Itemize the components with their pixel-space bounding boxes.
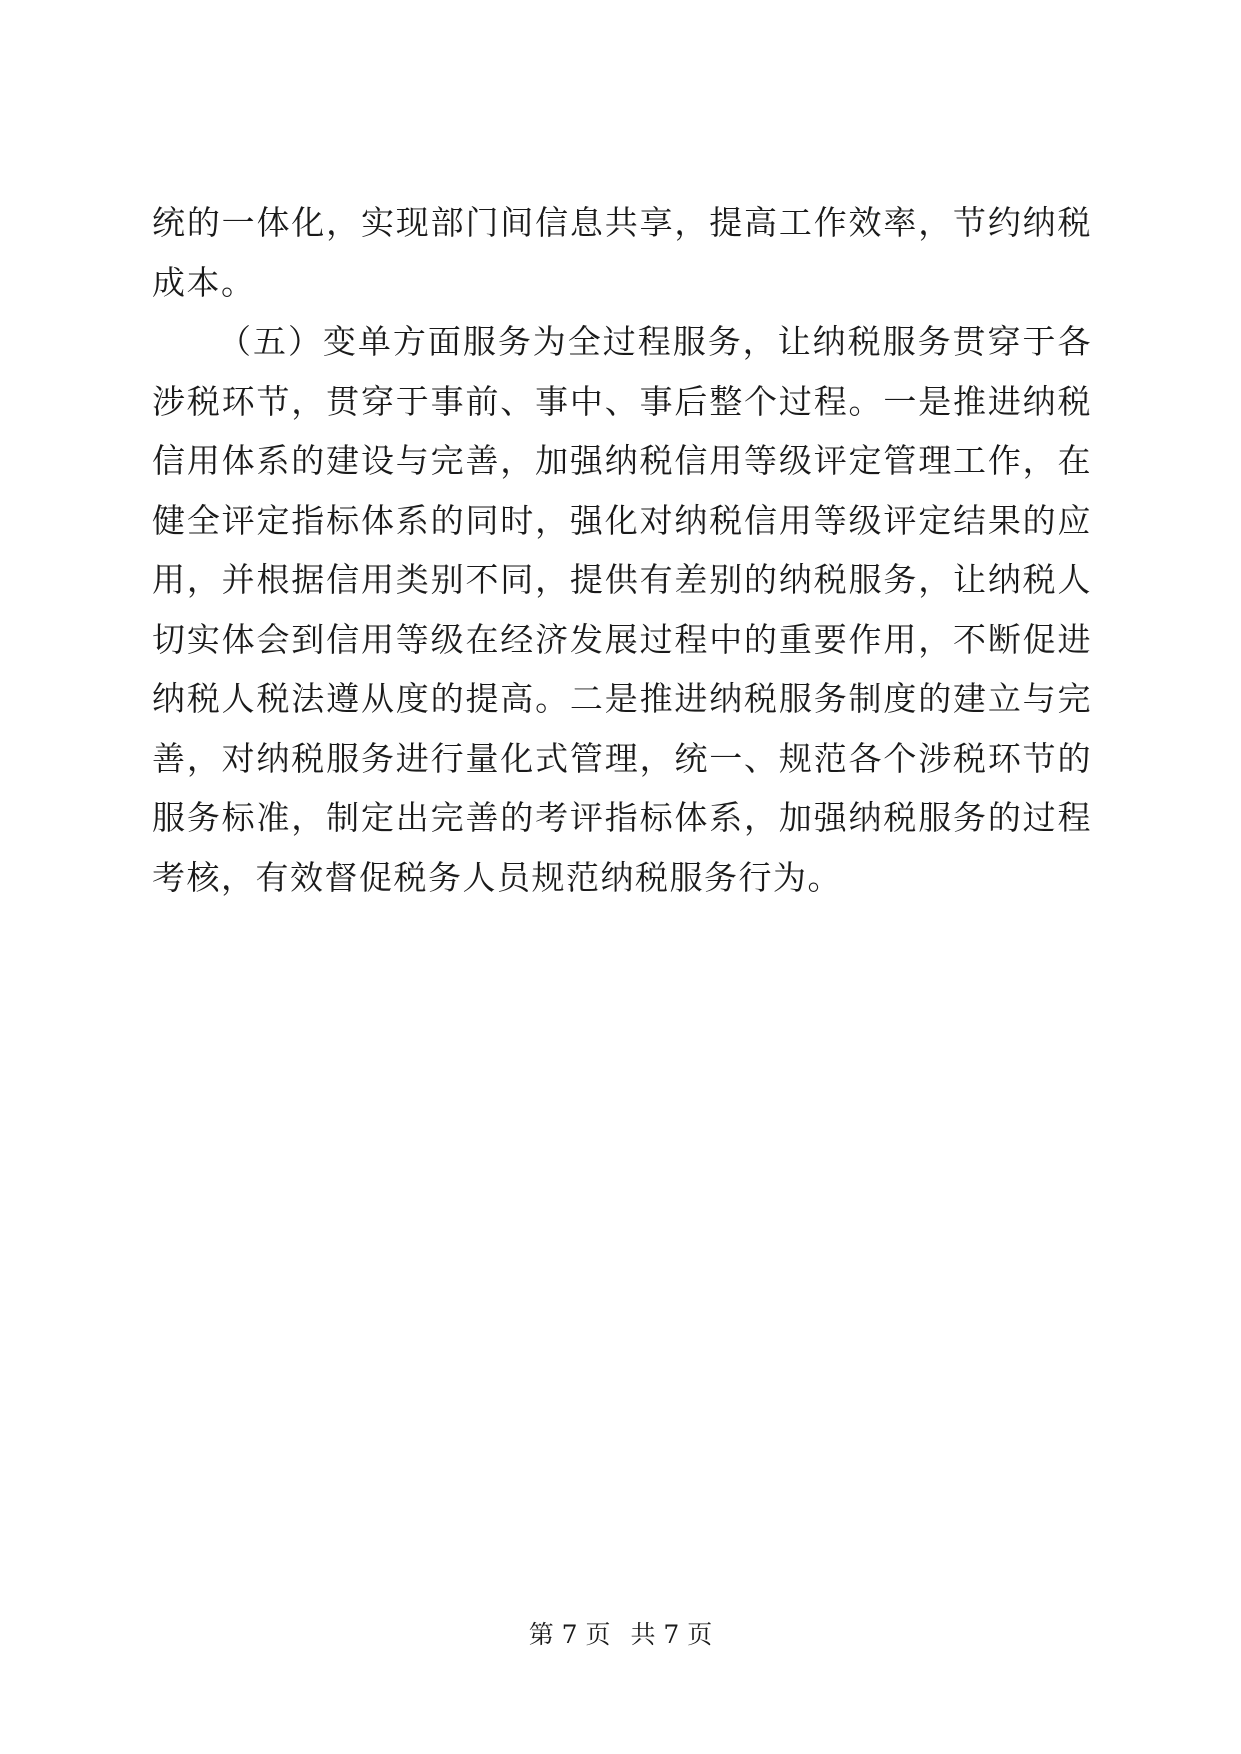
page-number-current: 第 7 页	[528, 1620, 611, 1649]
page-footer	[0, 1615, 1241, 1651]
paragraph-continuation: 统的一体化，实现部门间信息共享，提高工作效率，节约纳税成本。	[152, 203, 1092, 302]
paragraph-section-five: （五）变单方面服务为全过程服务，让纳税服务贯穿于各涉税环节，贯穿于事前、事中、事后整个过程。一是推进纳税信用体系的建设与完善，加强纳税信用等级评定管理工作，在健全评定指标体系的同时，强化对纳税信用等级评定结果的应用，并根据信用类别不同，提供有差别的纳税服务，让纳税人切实体会到信用等级在经济发展过程中的重要作用，不断促进纳税人税法遵从度的提高。二是推进纳税服务制度的建立与完善，对纳税服务进行量化式管理，统一、规范各个涉税环节的服务标准，制定出完善的考评指标体系，加强纳税服务的过程考核，有效督促税务人员规范纳税服务行为。	[152, 322, 1092, 897]
document-body	[152, 193, 1092, 907]
page-number-total: 共 7 页	[630, 1620, 713, 1649]
